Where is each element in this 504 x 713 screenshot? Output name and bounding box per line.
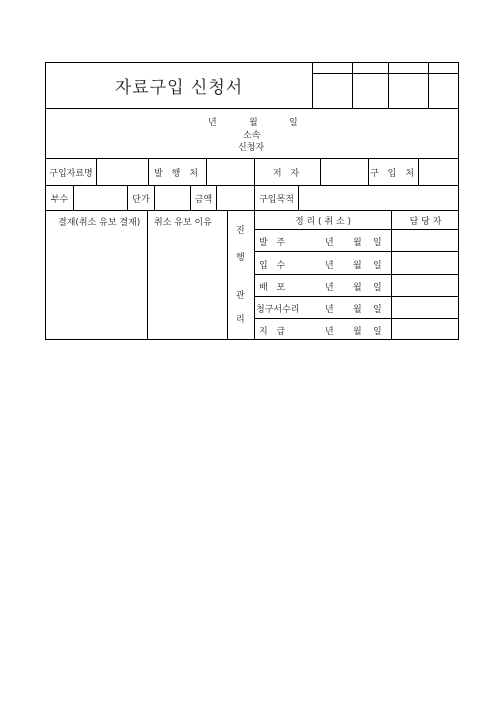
approval-box[interactable] [352, 63, 388, 108]
process-row [255, 319, 458, 339]
process-section [46, 211, 458, 339]
step-day: 일 [373, 283, 382, 293]
step-year: 년 [325, 238, 334, 248]
process-row [255, 230, 458, 252]
author-field[interactable] [320, 159, 368, 185]
staff-field[interactable] [391, 275, 459, 296]
dept-label: 소속 [243, 131, 261, 141]
vertical-char: 리 [236, 315, 245, 325]
approval-box[interactable] [428, 63, 458, 108]
process-row [255, 252, 458, 275]
copies-label: 부수 [50, 194, 69, 205]
step-label: 입 수 [259, 261, 289, 271]
progress-vertical-label [227, 211, 254, 339]
staff-field[interactable] [391, 297, 459, 318]
step-label: 청구서수리 [256, 305, 300, 315]
applicant-row [46, 109, 458, 159]
amount-field[interactable] [216, 186, 254, 210]
process-header-row [255, 211, 458, 230]
step-month: 월 [353, 327, 362, 337]
unit-price-field[interactable] [154, 186, 190, 210]
approval-box[interactable] [388, 63, 428, 108]
title-row [46, 63, 458, 109]
vertical-char: 관 [236, 291, 245, 301]
approval-area[interactable] [46, 211, 147, 339]
approval-box[interactable] [312, 63, 352, 108]
step-year: 년 [325, 261, 334, 271]
staff-field[interactable] [391, 252, 459, 274]
unit-price-label: 단가 [127, 186, 154, 210]
copies-field[interactable] [73, 186, 127, 210]
step-day: 일 [373, 261, 382, 271]
applicant-label: 신청자 [238, 143, 265, 153]
staff-field[interactable] [391, 230, 459, 251]
step-year: 년 [325, 283, 334, 293]
vertical-char: 진 [236, 226, 245, 236]
price-row [46, 186, 458, 211]
purchase-request-form [45, 62, 459, 340]
date-month: 월 [249, 118, 258, 128]
staff-header: 담 당 자 [391, 211, 459, 229]
form-title: 자료구입 신청서 [114, 78, 244, 98]
item-row [46, 159, 458, 186]
amount-label: 금액 [190, 186, 216, 210]
step-month: 월 [353, 283, 362, 293]
step-day: 일 [373, 305, 382, 315]
staff-field[interactable] [391, 319, 459, 339]
vendor-field[interactable] [418, 159, 458, 185]
date-year: 년 [208, 118, 217, 128]
step-label: 배 포 [259, 283, 289, 293]
process-header: 정 리 ( 취 소 ) [294, 216, 352, 227]
publisher-field[interactable] [206, 159, 254, 185]
step-label: 발 주 [259, 238, 289, 248]
approval-label: 결재(취소 유보 결재) [58, 218, 141, 228]
approval-header-divider [312, 73, 458, 74]
step-month: 월 [353, 238, 362, 248]
author-label: 저 자 [254, 159, 320, 185]
step-day: 일 [373, 238, 382, 248]
reason-label: 취소 유보 이유 [154, 218, 212, 228]
step-month: 월 [353, 261, 362, 271]
process-row [255, 275, 458, 297]
process-row [255, 297, 458, 319]
vendor-label: 구 입 처 [368, 159, 418, 185]
step-year: 년 [325, 305, 334, 315]
item-name-label: 구입자료명 [49, 168, 93, 179]
step-year: 년 [325, 327, 334, 337]
reason-area[interactable] [147, 211, 227, 339]
vertical-char: 행 [236, 253, 245, 263]
purpose-field[interactable] [298, 186, 458, 210]
step-label: 지 급 [259, 327, 289, 337]
item-name-field[interactable] [96, 159, 148, 185]
step-month: 월 [353, 305, 362, 315]
date-day: 일 [289, 118, 298, 128]
purpose-label: 구입목적 [254, 186, 298, 210]
step-day: 일 [373, 327, 382, 337]
process-table [254, 211, 458, 339]
publisher-label: 발 행 처 [148, 159, 206, 185]
